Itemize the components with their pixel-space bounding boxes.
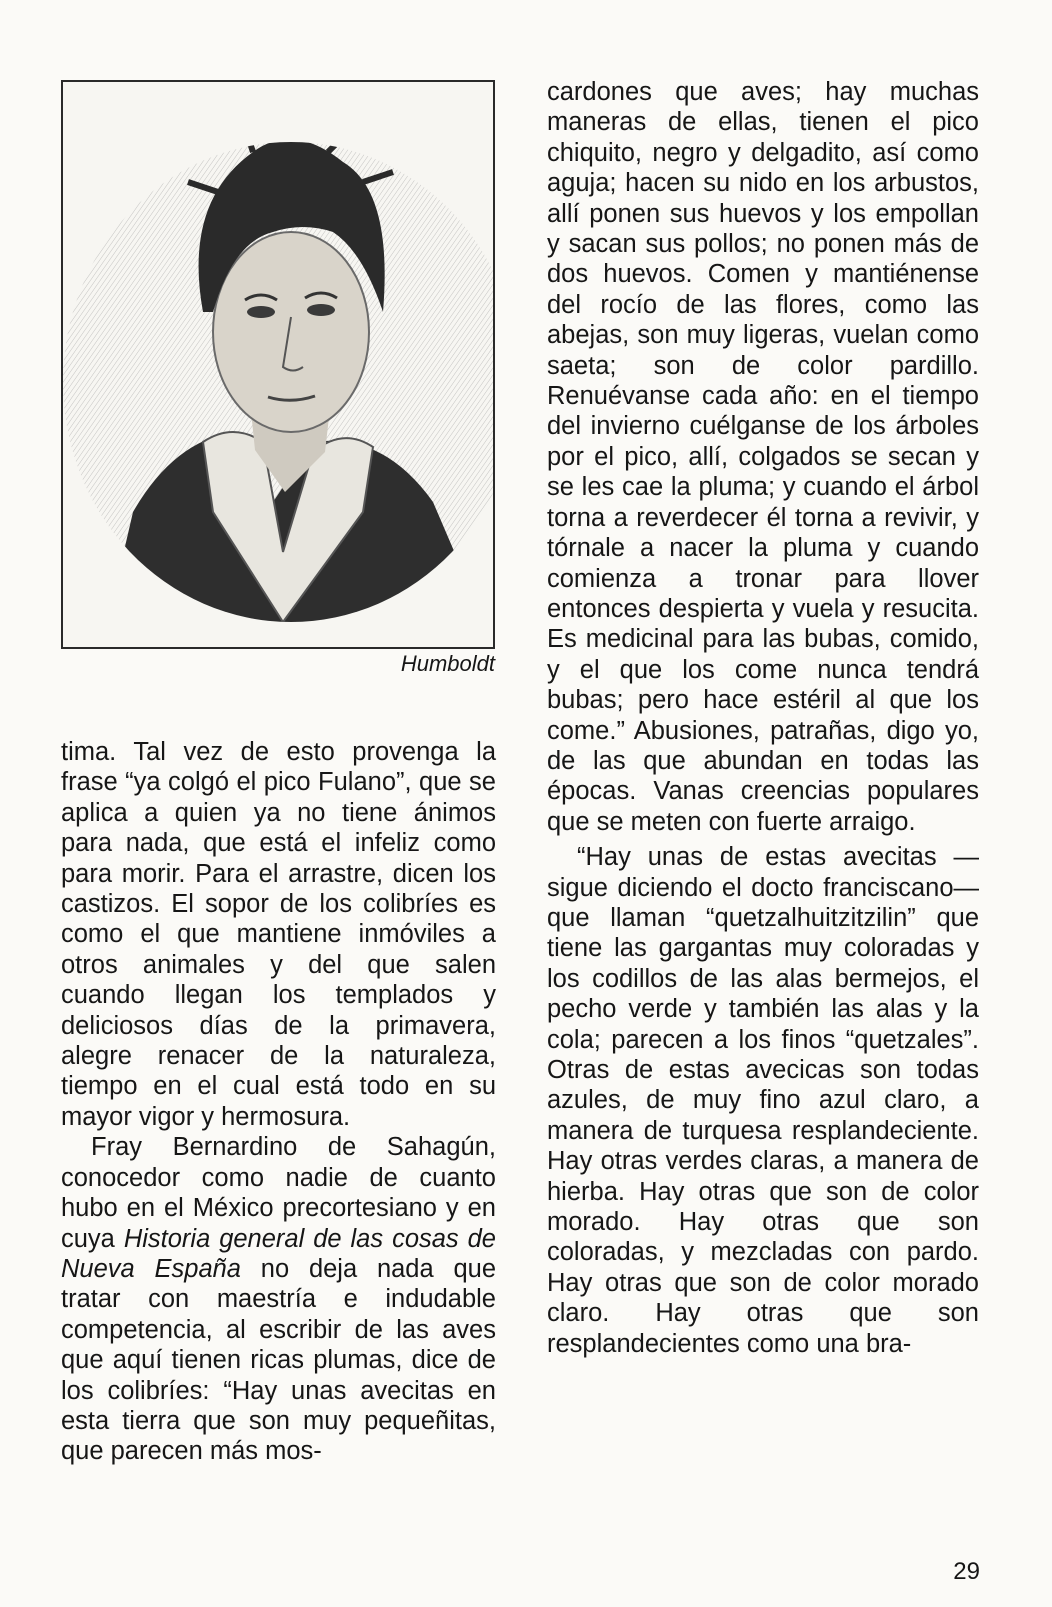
paragraph: cardones que aves; hay muchas maneras de ellas, tienen el pico chiquito, negro y delgadito, así como aguja; hacen su nido en los arbustos, allí ponen sus huevos y los empollan y sacan sus pollos; no ponen más de dos huevos. Comen y mantiénense del rocío de las flores, como las abejas, son muy ligeras, vuelan como saeta; son de color pardillo. Renuévanse cada año: en el tiempo del invierno cuélganse de los árboles por el pico, allí, colgados se secan y se les cae la pluma; y cuando el árbol torna a reverdecer él torna a revivir, y tórnale a nacer la pluma y cuando comienza a tronar para llover entonces despierta y vuela y resucita. Es medicinal para las bubas, comido, y el que los come nunca tendrá bubas; pero hace estéril al que los come.” Abusiones, patrañas, digo yo, de las que abundan en todas las épocas. Vanas creencias populares que se meten con fuerte arraigo. (547, 78, 979, 836)
figure-caption: Humboldt (400, 651, 495, 676)
paragraph-text: no deja nada que tratar con maestría e indudable competencia, al escribir de las aves que aquí tienen ricas plumas, dice de los colibríes: “Hay unas avecitas en esta tierra que son muy pequeñitas, que parecen más mos- (61, 1254, 496, 1466)
left-column-text (61, 737, 496, 1467)
paragraph (61, 1132, 496, 1466)
page-number: 29 (953, 1558, 980, 1585)
engraving-oval (63, 82, 493, 647)
book-title: Historia general de las cosas de Nueva España (61, 1224, 496, 1283)
right-column-text (547, 77, 979, 1359)
paragraph: “Hay unas de estas avecitas —sigue diciendo el docto franciscano— que llaman “quetzalhuitzitzilin” que tiene las gargantas muy coloradas y los codillos de las alas bermejos, el pecho verde y también las alas y la cola; parecen a los finos “quetzales”. Otras de estas avecicas son todas azules, de muy fino azul claro, a manera de turquesa resplandeciente. Hay otras verdes claras, a manera de hierba. Hay otras que son de color morado. Hay otras que son coloradas, y mezcladas con pardo. Hay otras que son de color morado claro. Hay otras que son resplandecientes como una bra- (547, 843, 979, 1358)
portrait-engraving (63, 82, 493, 647)
paragraph: tima. Tal vez de esto provenga la frase “ya colgó el pico Fulano”, que se aplica a quien ya no tiene ánimos para nada, que está el infeliz como para morir. Para el arrastre, dicen los castizos. El sopor de los colibríes es como el que mantiene inmóviles a otros animales y del que salen cuando llegan los templados y deliciosos días de la primavera, alegre renacer de la naturaleza, tiempo en el cual está todo en su mayor vigor y hermosura. (61, 738, 496, 1131)
paragraph-text: Fray Bernardino de Sahagún, conocedor como nadie de cuanto hubo en el México precortesiano y en cuya (61, 1133, 496, 1253)
humboldt-portrait (61, 80, 495, 649)
